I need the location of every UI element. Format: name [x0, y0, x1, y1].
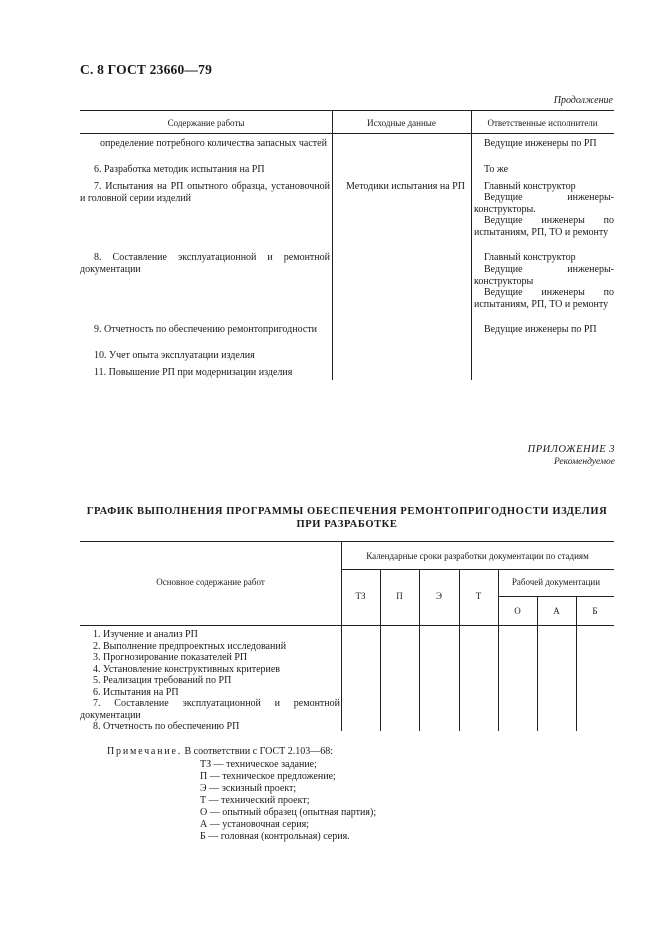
- work-row: 7. Составление эксплуатационной и ремонтной документации: [80, 698, 340, 721]
- column-divider: [341, 541, 342, 731]
- table-cell: Ведущие инженеры-конструкторы.: [474, 192, 614, 215]
- stage-header: Э: [436, 591, 442, 601]
- table-cell: Ведущие инженеры по испытаниям, РП, ТО и ремонту: [474, 287, 614, 310]
- note-item: П — техническое предложение;: [200, 771, 336, 782]
- note-item: Б — головная (контрольная) серия.: [200, 831, 350, 842]
- column-header-main: Основное содержание работ: [156, 577, 265, 587]
- column-divider: [332, 137, 333, 380]
- schedule-title-line: ГРАФИК ВЫПОЛНЕНИЯ ПРОГРАММЫ ОБЕСПЕЧЕНИЯ РЕМОНТОПРИГОДНОСТИ ИЗДЕЛИЯ: [86, 506, 608, 517]
- table-cell: Главный конструктор: [484, 252, 576, 263]
- note-intro: [107, 746, 333, 757]
- continuation-label: Продолжение: [553, 95, 613, 106]
- stage-header: ТЗ: [355, 591, 366, 601]
- table-cell: 10. Учет опыта эксплуатации изделия: [94, 350, 255, 361]
- column-divider: [471, 110, 472, 380]
- table-rule: [80, 625, 614, 626]
- table-cell: Ведущие инженеры-конструкторы: [474, 264, 614, 287]
- table-rule: [341, 569, 614, 570]
- appendix-status: Рекомендуемое: [553, 457, 615, 467]
- note-item: А — установочная серия;: [200, 819, 309, 830]
- column-divider: [537, 596, 538, 731]
- work-row: 8. Отчетность по обеспечению РП: [93, 721, 240, 732]
- stage-header: П: [396, 591, 403, 601]
- table-rule: [80, 133, 614, 134]
- schedule-table: [80, 541, 614, 731]
- work-row: 4. Установление конструктивных критериев: [93, 663, 281, 675]
- table-cell: Ведущие инженеры по РП: [484, 138, 597, 149]
- table-cell: 8. Составление эксплуатационной и ремонтной документации: [80, 252, 330, 275]
- working-docs-header: Рабочей документации: [511, 577, 601, 587]
- table-cell: Ведущие инженеры по испытаниям, РП, ТО и ремонту: [474, 215, 614, 238]
- work-row: 6. Испытания на РП: [93, 686, 179, 698]
- work-row: 3. Прогнозирование показателей РП: [93, 652, 248, 663]
- table-rule: [80, 110, 614, 111]
- stage-header: О: [514, 606, 521, 616]
- responsibility-table: [80, 110, 614, 380]
- column-divider: [576, 596, 577, 731]
- schedule-title-line: ПРИ РАЗРАБОТКЕ: [296, 519, 398, 530]
- stage-header: Т: [475, 591, 482, 601]
- table-cell: Ведущие инженеры по РП: [484, 324, 597, 335]
- page-header-code: С. 8 ГОСТ 23660—79: [80, 62, 213, 77]
- work-row: 2. Выполнение предпроектных исследований: [93, 640, 287, 652]
- table-cell: 7. Испытания на РП опытного образца, установочной и головной серии изделий: [80, 181, 330, 204]
- table-rule: [498, 596, 614, 597]
- table-cell: То же: [484, 164, 509, 175]
- column-divider: [498, 569, 499, 731]
- table-cell: 9. Отчетность по обеспечению ремонтопригодности: [94, 324, 317, 335]
- work-row: 5. Реализация требований по РП: [93, 675, 232, 686]
- note-item: Э — эскизный проект;: [200, 783, 297, 794]
- table-cell: Главный конструктор: [484, 181, 576, 192]
- table-cell: Методики испытания на РП: [346, 181, 465, 192]
- table-cell: 11. Повышение РП при модернизации изделия: [94, 367, 293, 378]
- table-cell: 6. Разработка методик испытания на РП: [94, 164, 265, 175]
- column-header-content: Содержание работы: [167, 118, 245, 128]
- stage-header: А: [553, 606, 560, 616]
- table-rule: [80, 541, 614, 542]
- column-header-source: Исходные данные: [367, 118, 436, 128]
- appendix-label: ПРИЛОЖЕНИЕ 3: [527, 444, 615, 455]
- column-header-responsible: Ответственные исполнители: [487, 118, 598, 128]
- note-item: О — опытный образец (опытная партия);: [200, 807, 377, 818]
- table-cell: определение потребного количества запасных частей: [100, 138, 327, 149]
- note-item: ТЗ — техническое задание;: [200, 759, 317, 770]
- schedule-title: [80, 505, 614, 531]
- column-header-group: Календарные сроки разработки документации по стадиям: [366, 551, 589, 561]
- note-label: Примечание.: [107, 746, 183, 757]
- note-item: Т — технический проект;: [200, 795, 310, 806]
- stage-header: Б: [592, 606, 598, 616]
- note-intro-text: В соответствии с ГОСТ 2.103—68:: [184, 746, 334, 757]
- work-row: 1. Изучение и анализ РП: [93, 629, 198, 640]
